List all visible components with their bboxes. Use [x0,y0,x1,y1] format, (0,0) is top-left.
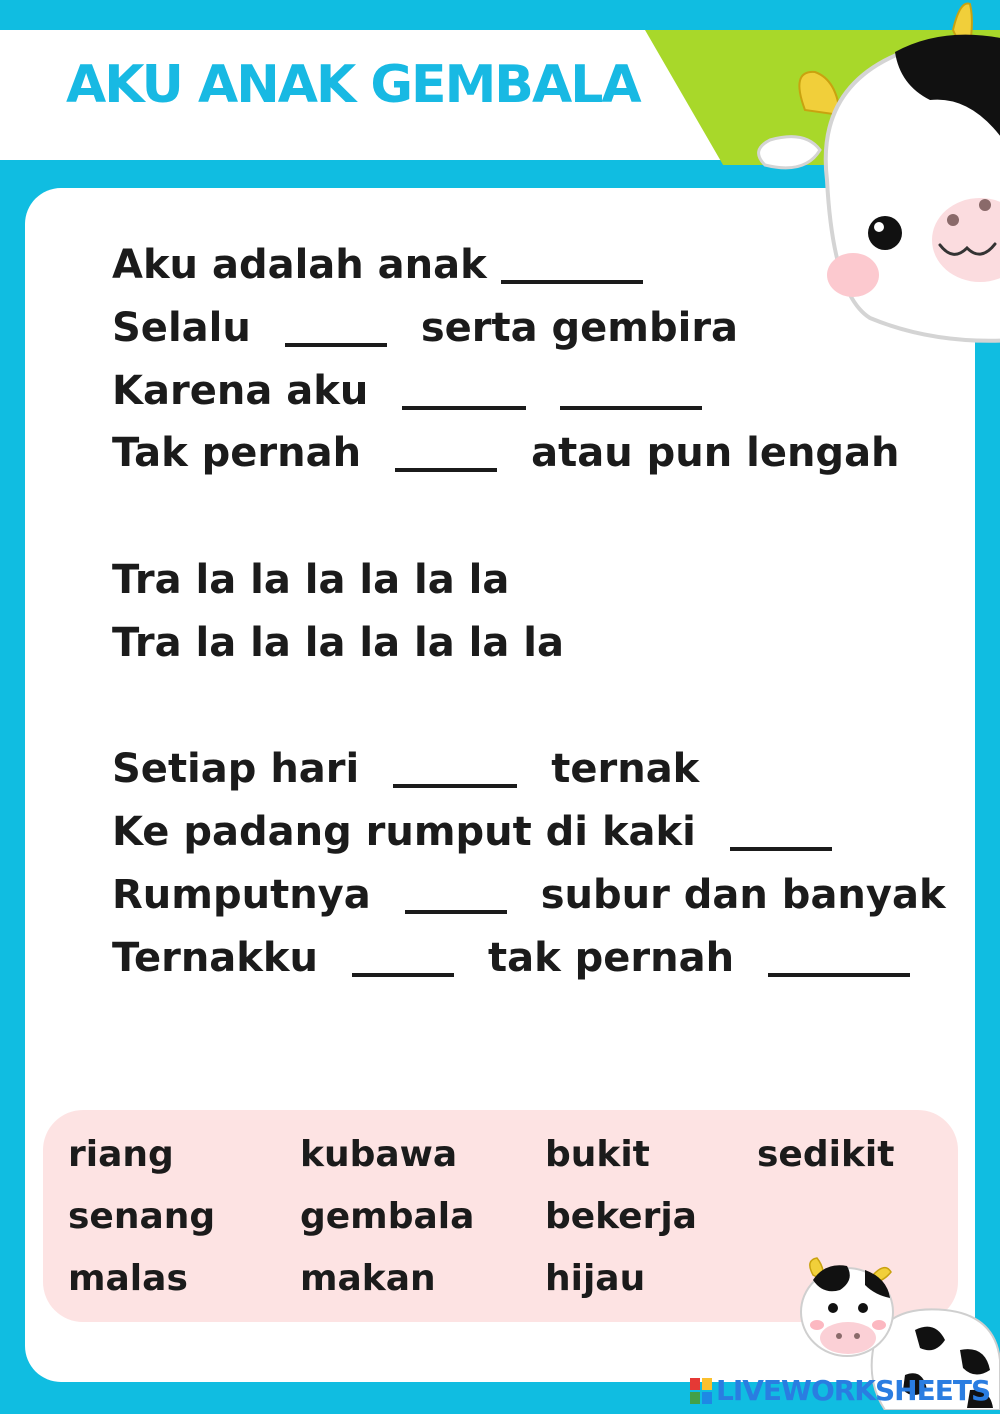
lyric-text: Rumputnya [112,872,371,918]
lyric-text: Tak pernah [112,430,362,476]
lyric-text: subur dan banyak [540,872,946,918]
answer-blank[interactable] [402,372,526,410]
cow-face-illustration [745,0,1000,380]
word-bank-item[interactable]: sedikit [757,1134,895,1175]
watermark-text: LIVEWORKSHEETS [716,1374,991,1407]
answer-blank[interactable] [285,309,387,347]
lyric-line [112,870,946,920]
answer-blank[interactable] [352,939,454,977]
chorus-line [112,555,509,605]
lyric-text: Tra la la la la la la la [112,620,565,666]
answer-blank[interactable] [560,372,702,410]
word-bank-item[interactable]: hijau [545,1258,646,1299]
lyric-text: tak pernah [487,935,735,981]
lyric-line [112,744,699,794]
lyric-line [112,428,900,478]
liveworksheets-logo-icon [690,1378,712,1404]
word-bank-item[interactable]: kubawa [300,1134,458,1175]
word-bank-item[interactable]: bukit [545,1134,650,1175]
answer-blank[interactable] [393,750,517,788]
word-bank-item[interactable]: senang [68,1196,216,1237]
lyric-line [112,303,738,353]
word-bank-item[interactable]: riang [68,1134,174,1175]
lyric-text: Karena aku [112,368,369,414]
lyric-text: Selalu [112,305,251,351]
page-title: AKU ANAK GEMBALA [66,55,640,115]
word-bank-item[interactable]: malas [68,1258,188,1299]
answer-blank[interactable] [768,939,910,977]
word-bank-item[interactable]: gembala [300,1196,475,1237]
lyric-line [112,933,910,983]
lyric-line [112,240,643,290]
lyric-text: Ke padang rumput di kaki [112,809,696,855]
watermark [690,1374,990,1407]
lyric-line [112,366,702,416]
lyric-line [112,807,832,857]
answer-blank[interactable] [405,876,507,914]
word-bank-item[interactable]: makan [300,1258,436,1299]
lyric-text: ternak [551,746,700,792]
lyric-text: Tra la la la la la la [112,557,510,603]
answer-blank[interactable] [501,246,643,284]
lyric-text: serta gembira [420,305,739,351]
lyric-text: Setiap hari [112,746,360,792]
chorus-line [112,618,564,668]
lyric-text: atau pun lengah [531,430,900,476]
lyric-text: Ternakku [112,935,318,981]
word-bank-item[interactable]: bekerja [545,1196,697,1237]
answer-blank[interactable] [730,813,832,851]
answer-blank[interactable] [395,434,497,472]
lyric-text: Aku adalah anak [112,242,487,288]
